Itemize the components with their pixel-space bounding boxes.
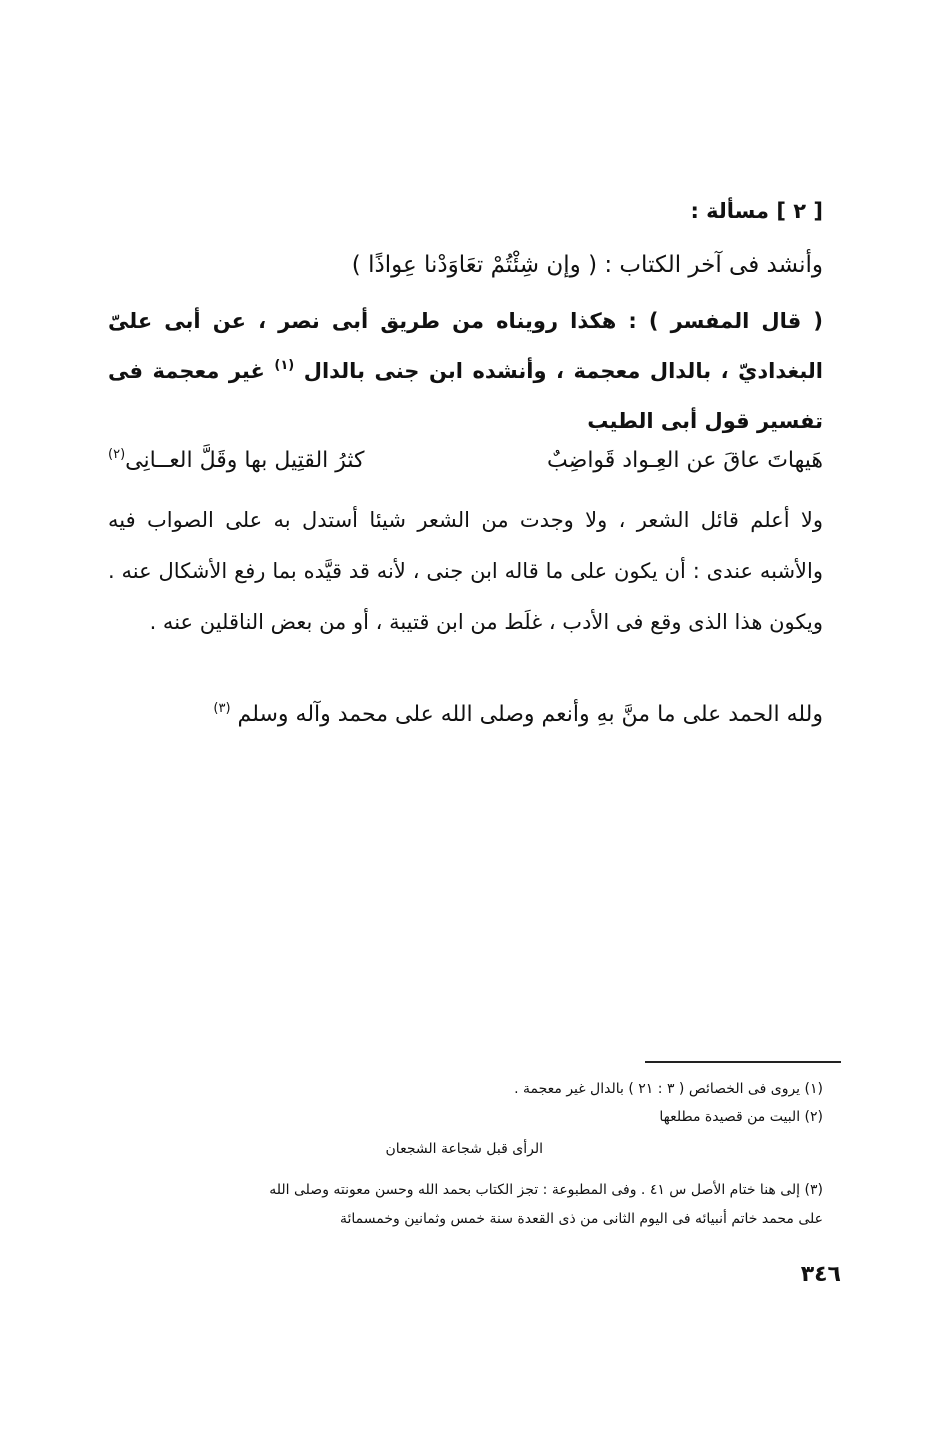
footnote-1: (١) يروى فى الخصائص ( ٣ : ٢١ ) بالدال غير معجمة . bbox=[514, 1081, 823, 1097]
verse-hemistich-2-wrap bbox=[108, 443, 365, 479]
footnote-ref-3: (٣) bbox=[213, 701, 231, 716]
intro-line: وأنشد فى آخر الكتاب : ( وإن شِئْتُمْ تعَاوَدْنا عِواذًا ) bbox=[351, 252, 823, 278]
quoted-verse bbox=[108, 443, 823, 479]
paragraph1-text-part1: ( قال المفسر ) : هكذا رويناه من طريق أبى نصر ، عن أبى علىّ البغداديّ ، بالدال معجمة ، وأنشده ابن جنى بالدال bbox=[108, 309, 823, 383]
closing-line bbox=[213, 700, 823, 730]
paragraph1-text-part2: غير معجمة فى تفسير قول أبى الطيب bbox=[108, 359, 823, 433]
page-number: ٣٤٦ bbox=[800, 1262, 841, 1287]
footnote-ref-2: (٢) bbox=[108, 447, 126, 462]
footnote-separator bbox=[645, 1061, 841, 1063]
closing-text: ولله الحمد على ما منَّ بهِ وأنعم وصلى الله على محمد وآله وسلم bbox=[237, 702, 823, 727]
footnote-3-line-1: (٣) إلى هنا ختام الأصل س ٤١ . وفى المطبوعة : تجز الكتاب بحمد الله وحسن معونته وصلى الله bbox=[269, 1182, 823, 1198]
commentary-paragraph bbox=[108, 296, 823, 446]
analysis-paragraph: ولا أعلم قائل الشعر ، ولا وجدت من الشعر شيئا أستدل به على الصواب فيه والأشبه عندى : أن يكون على ما قاله ابن جنى ، لأنه قد قيَّده بما رفع الأشكال عنه . ويكون هذا الذى وقع فى الأدب ، غلَط من ابن قتيبة ، أو من بعض الناقلين عنه . bbox=[108, 508, 823, 634]
footnote-ref-1: (١) bbox=[274, 358, 295, 373]
section-heading: [ ٢ ] مسألة : bbox=[690, 199, 823, 223]
footnote-3-line-2: على محمد خاتم أنبيائه فى اليوم الثانى من ذى القعدة سنة خمس وثمانين وخمسمائة bbox=[339, 1211, 823, 1227]
footnote-2: (٢) البيت من قصيدة مطلعها bbox=[659, 1109, 823, 1125]
footnote-2-verse: الرأى قبل شجاعة الشجعان bbox=[385, 1141, 543, 1157]
verse-hemistich-2: كثرُ القتِيل بها وقَلَّ العــانِى bbox=[125, 448, 365, 473]
verse-hemistich-1: هَيهاتَ عاقَ عن العِـواد قَواضِبٌ bbox=[547, 448, 823, 473]
